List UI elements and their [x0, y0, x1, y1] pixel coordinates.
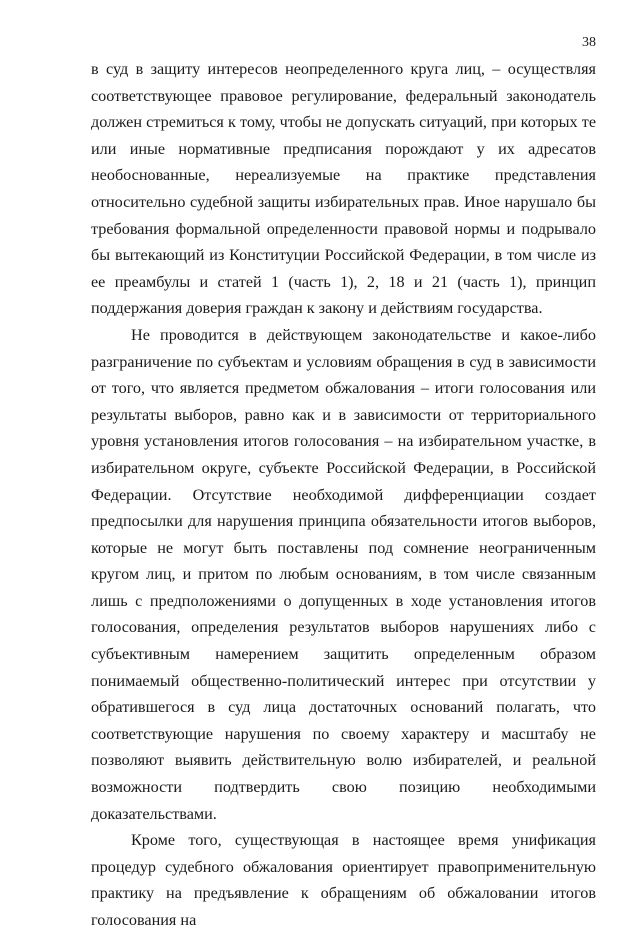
document-body	[91, 56, 596, 934]
paragraph-unification: Кроме того, существующая в настоящее время унификация процедур судебного обжалования ориентирует правоприменительную практику на предъявление к обращениям об обжаловании итогов голосования на	[91, 831, 596, 929]
page-number: 38	[582, 35, 596, 50]
paragraph-continuation: в суд в защиту интересов неопределенного круга лиц, – осуществляя соответствующее правовое регулирование, федеральный законодатель должен стремиться к тому, чтобы не допускать ситуаций, при которых те или иные нормативные предписания порождают у их адресатов необоснованные, нереализуемые на практике представления относительно судебной защиты избирательных прав. Иное нарушало бы требования формальной определенности правовой нормы и подрывало бы вытекающий из Конституции Российской Федерации, в том числе из ее преамбулы и статей 1 (часть 1), 2, 18 и 21 (часть 1), принцип поддержания доверия граждан к закону и действиям государства.	[91, 60, 596, 318]
paragraph-differentiation: Не проводится в действующем законодательстве и какое-либо разграничение по субъектам и условиям обращения в суд в зависимости от того, что является предметом обжалования – итоги голосования или результаты выборов, равно как и в зависимости от территориального уровня установления итогов голосования – на избирательном участке, в избирательном округе, субъекте Российской Федерации, в Российской Федерации. Отсутствие необходимой дифференциации создает предпосылки для нарушения принципа обязательности итогов выборов, которые не могут быть поставлены под сомнение неограниченным кругом лиц, и притом по любым основаниям, в том числе связанным лишь с предположениями о допущенных в ходе установления итогов голосования, определения результатов выборов нарушениях либо с субъективным намерением защитить определенным образом понимаемый общественно-политический интерес при отсутствии у обратившегося в суд лица достаточных оснований полагать, что соответствующие нарушения по своему характеру и масштабу не позволяют выявить действительную волю избирателей, и реальной возможности подтвердить свою позицию необходимыми доказательствами.	[91, 325, 596, 823]
